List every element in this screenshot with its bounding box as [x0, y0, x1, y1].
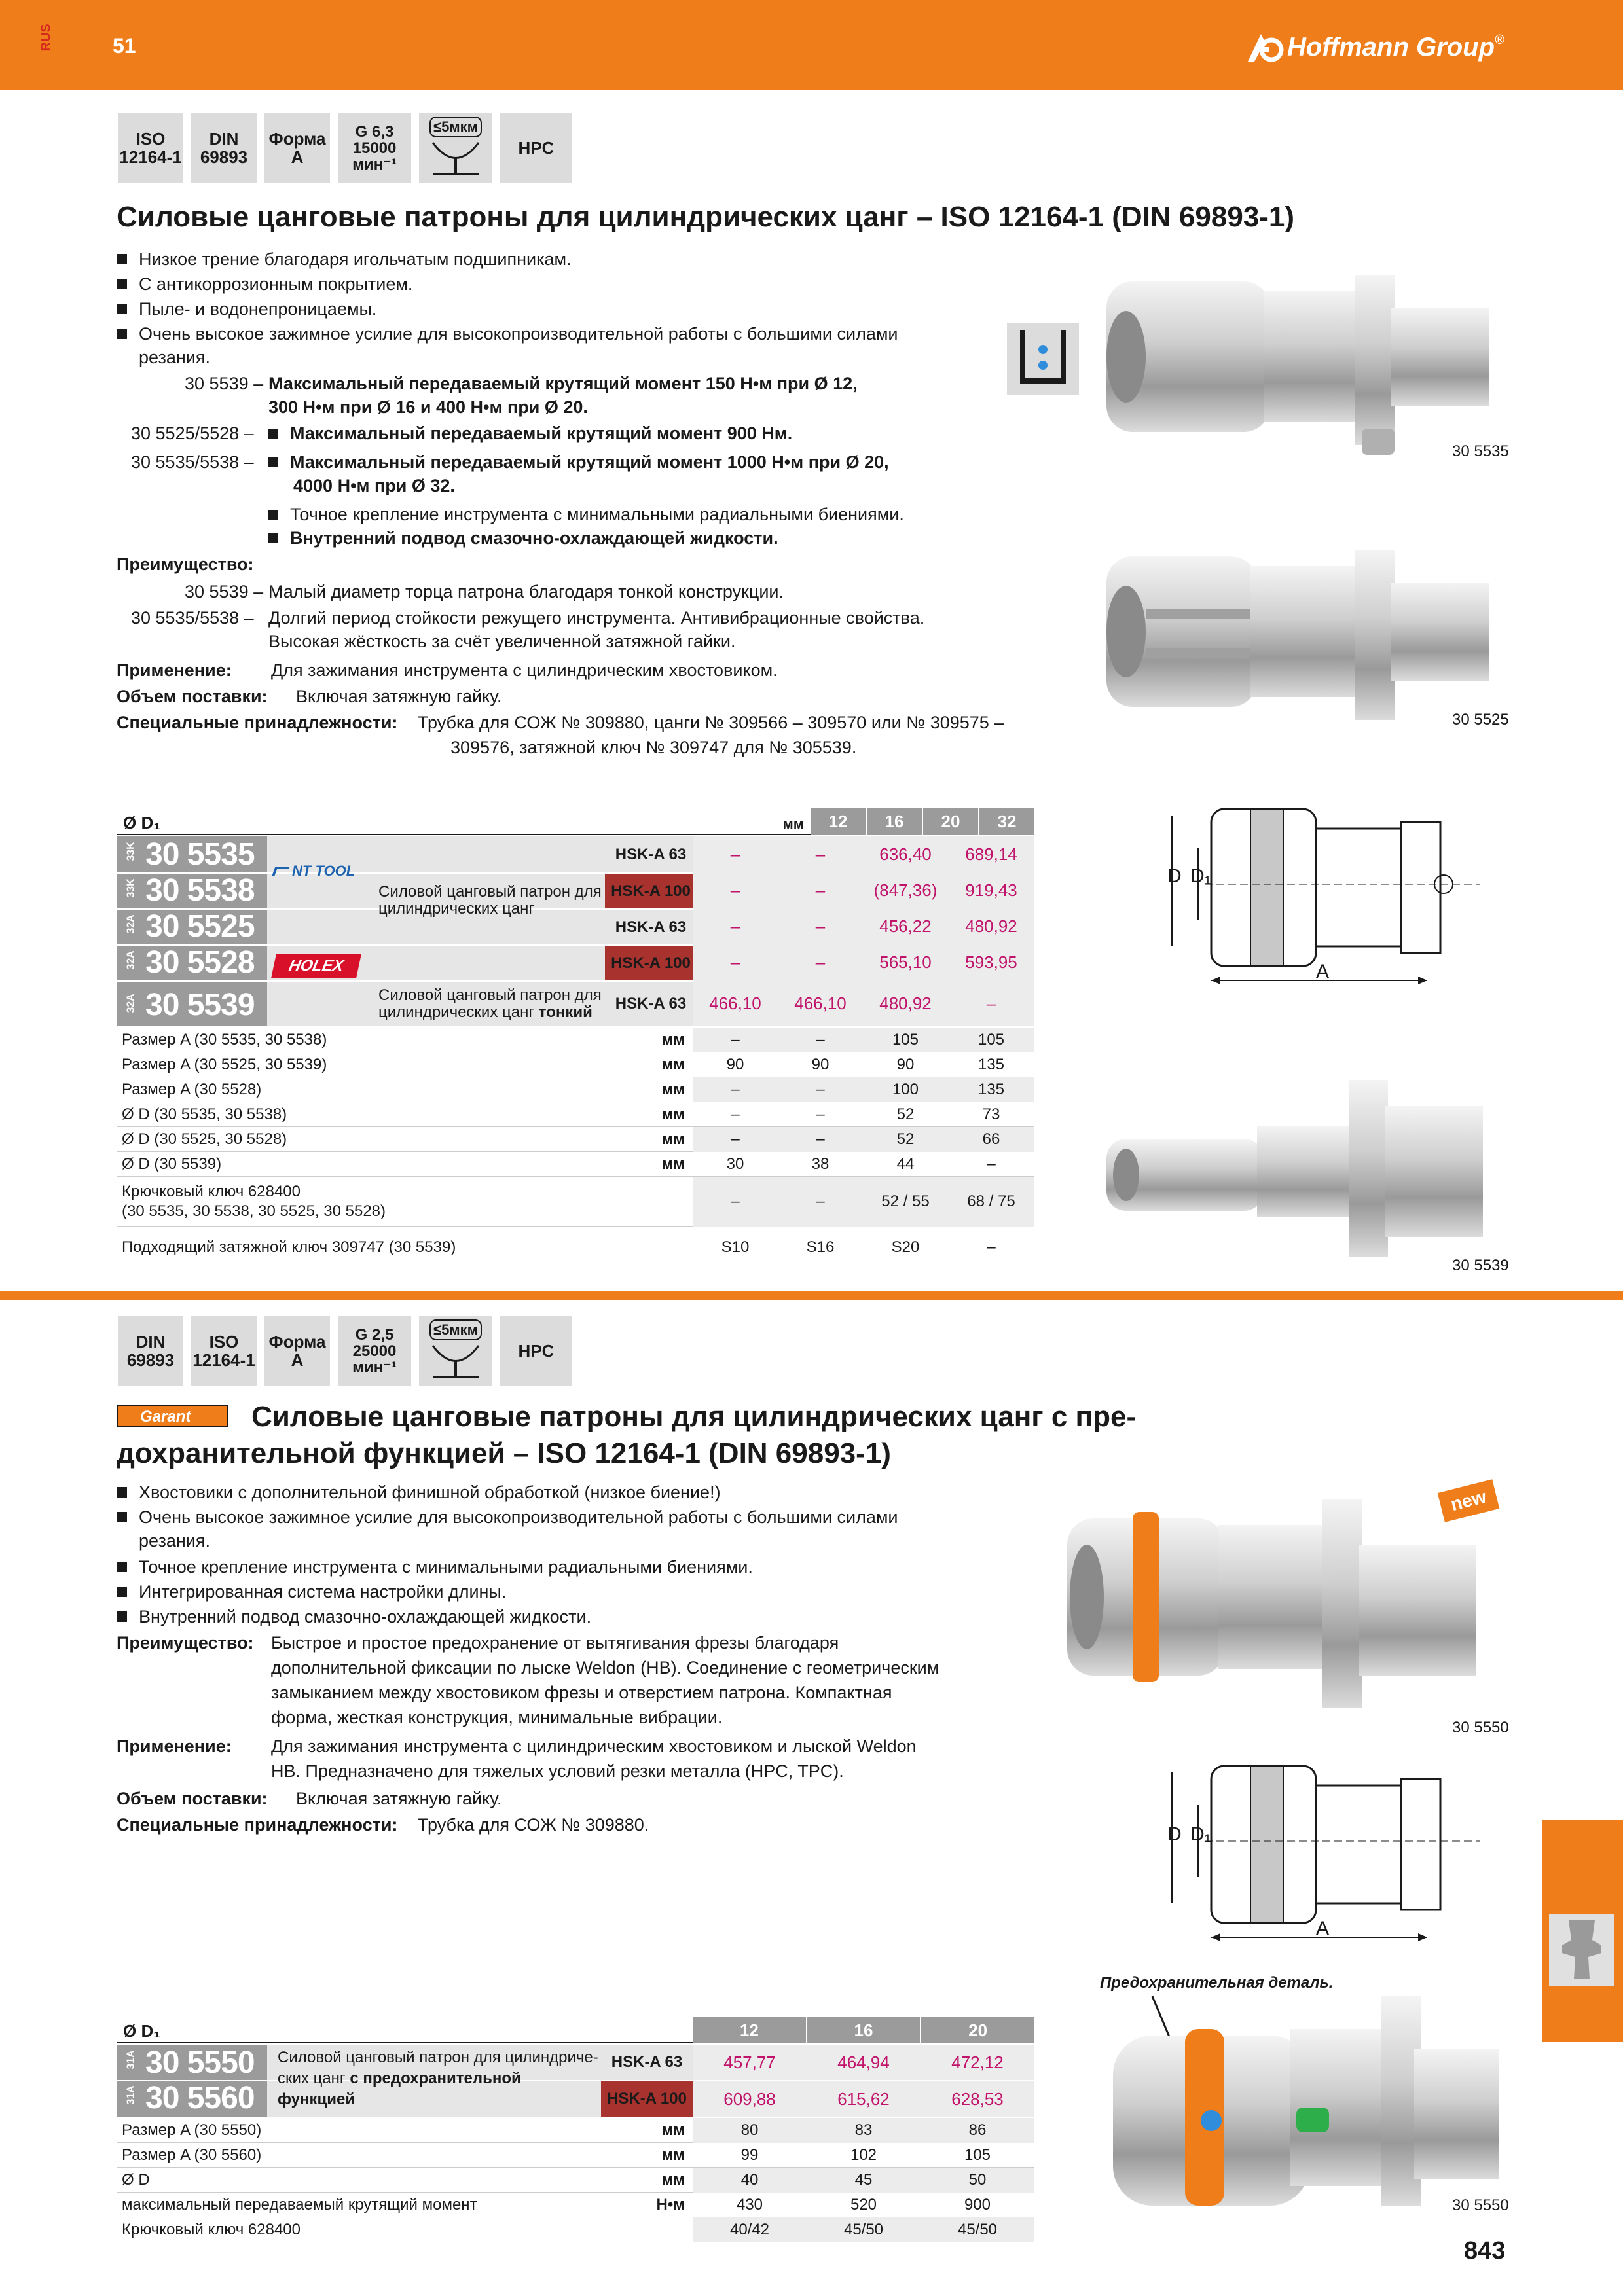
caption-305535: 30 5535 — [1452, 442, 1509, 460]
art-305535[interactable]: 30 5535 — [145, 837, 255, 872]
drawing-label-a: A — [1316, 961, 1330, 982]
prices-305528: – – 565,10 593,95 — [730, 952, 1017, 972]
prices-305538: – – (847,36) 919,43 — [730, 880, 1017, 900]
art-305528[interactable]: 30 5528 — [145, 945, 255, 980]
sizes-header — [811, 808, 1034, 835]
spec-row: Размер A (30 5525, 30 5539) мм 90 90 90 135 — [117, 1052, 1034, 1077]
drawing2-label-d: D — [1167, 1823, 1182, 1845]
section1-table — [117, 808, 1034, 835]
safety-part-label: Предохранительная деталь. — [1100, 1974, 1334, 1992]
desc-305550: Силовой цанговый патрон для цилиндриче- ских цанг с предохранительной функцией — [278, 2049, 598, 2108]
sizes-header-2: 12 16 20 — [693, 2017, 1034, 2043]
badge-balance: G 2,5 25000 мин⁻¹ — [338, 1316, 411, 1386]
table1-specs — [117, 1028, 1034, 1268]
product-image-305550 — [1054, 1492, 1512, 1728]
coolant-icon — [1007, 323, 1079, 395]
page-number-top: 51 — [113, 34, 136, 58]
hsk-305528: HSK-A 100 — [605, 946, 697, 980]
badge-form: Форма A — [264, 113, 330, 183]
drawing-label-d: D — [1167, 865, 1182, 887]
spec-row: Ø D (30 5535, 30 5538) мм – – 52 73 — [117, 1102, 1034, 1127]
art-305538[interactable]: 30 5538 — [145, 873, 255, 908]
badge-runout: ≤5мкм — [419, 1316, 492, 1386]
badge-balance: G 6,3 15000 мин⁻¹ — [338, 113, 411, 183]
art-305560[interactable]: 30 5560 — [145, 2081, 255, 2115]
section2-title-line2: дохранительной функцией – ISO 12164-1 (DIN 69893-1) — [117, 1437, 891, 1469]
code-305525: 32A — [125, 914, 137, 934]
badge-iso: ISO 12164-1 — [191, 1316, 257, 1386]
hsk-305538: HSK-A 100 — [605, 874, 697, 908]
size-32: 32 — [997, 812, 1017, 831]
size-16: 16 — [867, 808, 923, 835]
badge-form: Форма A — [264, 1316, 330, 1386]
page-number: 843 — [1464, 2237, 1506, 2265]
prices-305539: 466,10 466,10 480,92 – — [709, 993, 996, 1013]
section2-description: Хвостовики с дополнительной финишной обработкой (низкое биение!) Очень высокое зажимное усилие для высокопроизводительной работы с большими силами резания. Точное крепление инструмента с минимальными радиальными биениями. Интегрированная система настройки длины. Внутренний подвод смазочно-охлаждающей жидкости. Преимущество: Быстрое и простое предохранение от вытягивания фрезы благодаря дополнительной фиксации по лыске Weldon (HB). Соединение с геометрическим замыканием между хвостовиком фрезы и отверстием патрона. Компактная форма, жесткая конструкция, минимальные вибрации. Применение: Для зажимания инструмента с цилиндрическим хвостовиком и лыской Weldon HB. Предназначено для тяжелых условий резки металла (HPC, TPC). Объем поставки: Включая затяжную гайку. Специальные принадлежности: Трубка для СОЖ № 309880. — [117, 1482, 939, 1835]
prices-305535: – – 636,40 689,14 — [730, 844, 1017, 864]
spec-badges-2 — [118, 1316, 572, 1386]
prices-305560: 609,88 615,62 628,53 — [723, 2089, 1004, 2109]
caption-305550-b: 30 5550 — [1452, 2197, 1509, 2214]
language-tag: RUS — [39, 24, 54, 52]
badge-din: DIN 69893 — [118, 1316, 183, 1386]
chuck-category-icon — [1549, 1914, 1614, 1986]
spec-row: Размер A (30 5528) мм – – 100 135 — [117, 1077, 1034, 1102]
hook-key-row: Крючковый ключ 628400 (30 5535, 30 5538, 30 5525, 30 5528) – – 52 / 55 68 / 75 — [117, 1177, 1034, 1227]
code-305535: 33K — [125, 842, 137, 861]
wrench-row: Подходящий затяжной ключ 309747 (30 5539) S10 S16 S20 – — [122, 1238, 996, 1256]
table1-header — [117, 808, 1034, 835]
spec-row: Ø D (30 5525, 30 5528) мм – – 52 66 — [117, 1127, 1034, 1152]
code-305539: 32A — [125, 994, 137, 1013]
garant-logo: Garant — [117, 1405, 228, 1427]
hsk-305560: HSK-A 100 — [601, 2081, 693, 2117]
table2-header — [117, 2017, 1034, 2043]
hsk-305525: HSK-A 63 — [615, 918, 687, 936]
spec-row: Размер A (30 5535, 30 5538) мм – – 105 105 — [117, 1028, 1034, 1052]
prices-305550: 457,77 464,94 472,12 — [723, 2052, 1004, 2072]
spec-row: Размер A (30 5560) мм 99 102 105 — [117, 2143, 1034, 2168]
brand-name: Hoffmann Group® — [1287, 33, 1504, 62]
holex-logo: HOLEX — [271, 954, 361, 978]
badge-din: DIN 69893 — [191, 113, 257, 183]
d1-label: Ø D₁ — [123, 813, 160, 833]
spec-row: Крючковый ключ 628400 40/42 45/50 45/50 — [117, 2217, 1034, 2242]
hsk-305539: HSK-A 63 — [615, 995, 687, 1013]
unit-label: мм — [782, 816, 804, 832]
table2-products — [117, 2045, 1034, 2117]
badge-runout: ≤5мкм — [419, 113, 492, 183]
prices-305525: – – 456,22 480,92 — [730, 916, 1017, 936]
section1-description: Низкое трение благодаря игольчатым подшипникам. С антикоррозионным покрытием. Пыле- и водонепроницаемы. Очень высокое зажимное усилие для высокопроизводительной работы с большими силами резания. 30 5539 – Максимальный передаваемый крутящий момент 150 Н•м при Ø 12, 300 Н•м при Ø 16 и 400 Н•м при Ø 20. 30 5525/5528 – Максимальный передаваемый крутящий момент 900 Нм. 30 5535/5538 – Максимальный передаваемый крутящий момент 1000 Н•м при Ø 20, 4000 Н•м при Ø 32. Точное крепление инструмента с минимальными радиальными биениями. Внутренний подвод смазочно-охлаждающей жидкости. Преимущество: 30 5539 – Малый диаметр торца патрона благодаря тонкой конструкции. 30 5535/5538 – Долгий период стойкости режущего инструмента. Антивибрационные свойства. Высокая жёсткость за счёт увеличенной затяжной гайки. Применение: Для зажимания инструмента с цилиндрическим хвостовиком. Объем поставки: Включая затяжную гайку. Специальные принадлежности: Трубка для СОЖ № 309880, цанги № 309566 – 309570 или № 309575 – 309576, затяжной ключ № 309747 для № 305539. — [117, 249, 1004, 757]
section-separator — [0, 1291, 1623, 1300]
size-12: 12 — [811, 808, 867, 835]
badge-iso: ISO 12164-1 — [118, 113, 183, 183]
art-305539[interactable]: 30 5539 — [145, 988, 255, 1022]
desc-a: Силовой цанговый патрон для цилиндрических цанг — [378, 883, 602, 918]
d1-label-2: Ø D₁ — [123, 2021, 160, 2041]
art-305525[interactable]: 30 5525 — [145, 909, 255, 944]
size-20: 20 — [923, 808, 979, 835]
drawing-label-d1: D₁ — [1190, 865, 1211, 887]
hsk-305535: HSK-A 63 — [615, 846, 687, 863]
spec-badges — [118, 113, 572, 183]
spec-row: максимальный передаваемый крутящий момент Н•м 430 520 900 — [117, 2193, 1034, 2217]
code-305528: 32A — [125, 950, 137, 970]
badge-hpc: HPC — [500, 1316, 572, 1386]
code-305550: 31A — [125, 2050, 137, 2070]
table2-specs — [117, 2118, 1034, 2242]
badge-hpc: HPC — [500, 113, 572, 183]
hoffmann-logo-icon — [1245, 30, 1285, 64]
section1-title: Силовые цанговые патроны для цилиндрических цанг – ISO 12164-1 (DIN 69893-1) — [117, 201, 1295, 233]
caption-305539: 30 5539 — [1452, 1257, 1509, 1274]
drawing2-label-a: A — [1316, 1918, 1330, 1939]
desc-b: Силовой цанговый патрон для цилиндрических цанг тонкий — [378, 986, 602, 1021]
caption-305525: 30 5525 — [1452, 711, 1509, 728]
art-305550[interactable]: 30 5550 — [145, 2045, 255, 2080]
spec-row: Ø D мм 40 45 50 — [117, 2168, 1034, 2193]
table1-prices — [693, 836, 1034, 1026]
product-image-305539 — [1093, 1067, 1512, 1263]
product-image-305535 — [1093, 268, 1512, 465]
product-image-305525 — [1093, 543, 1512, 733]
runout-icon — [426, 137, 485, 177]
product-cutaway-305550 — [1106, 1990, 1512, 2212]
caption-305550-a: 30 5550 — [1452, 1719, 1509, 1736]
spec-row: Ø D (30 5539) мм 30 38 44 – — [117, 1152, 1034, 1177]
section2-title-line1: Силовые цанговые патроны для цилиндрических цанг с пре- — [251, 1401, 1137, 1433]
hsk-305550: HSK-A 63 — [611, 2053, 683, 2071]
new-badge: new — [1438, 1479, 1500, 1522]
drawing2-label-d1: D₁ — [1190, 1823, 1211, 1845]
code-305560: 31A — [125, 2085, 137, 2105]
spec-row: Размер A (30 5550) мм 80 83 86 — [117, 2118, 1034, 2143]
code-305538: 33K — [125, 878, 137, 898]
nttool-logo: NT TOOL — [274, 863, 372, 880]
runout-icon — [426, 1340, 485, 1380]
